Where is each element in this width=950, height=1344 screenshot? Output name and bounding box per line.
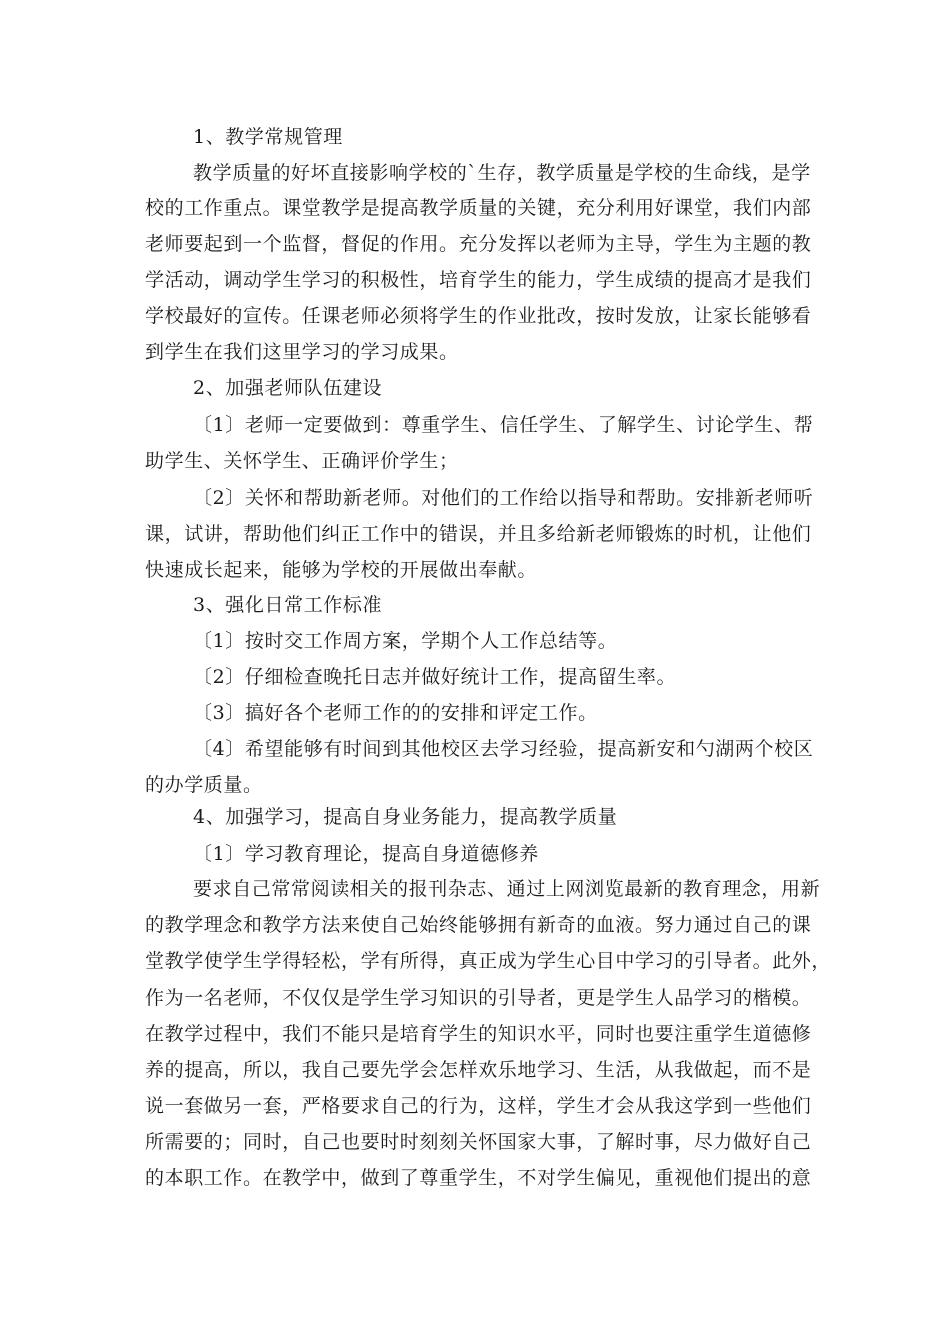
list-item-line: 快速成长起来，能够为学校的开展做出奉献。 xyxy=(145,559,538,581)
paragraph-line: 要求自己常常阅读相关的报刊杂志、通过上网浏览最新的教育理念，用新 xyxy=(193,878,821,900)
paragraph-line: 在教学过程中，我们不能只是培育学生的知识水平，同时也要注重学生道德修 xyxy=(145,1023,812,1045)
heading-2: 2、加强老师队伍建设 xyxy=(193,377,383,399)
paragraph-line: 老师要起到一个监督，督促的作用。充分发挥以老师为主导，学生为主题的教 xyxy=(145,233,812,255)
list-item-line: 〔3〕搞好各个老师工作的的安排和评定工作。 xyxy=(193,702,598,724)
paragraph-line: 堂教学使学生学得轻松，学有所得，真正成为学生心目中学习的引导者。此外， xyxy=(145,950,832,972)
heading-1: 1、教学常规管理 xyxy=(193,126,343,148)
paragraph-line: 校的工作重点。课堂教学是提高教学质量的关键，充分利用好课堂，我们内部 xyxy=(145,197,812,219)
list-item-line: 课，试讲，帮助他们纠正工作中的错误，并且多给新老师锻炼的时机，让他们 xyxy=(145,523,812,545)
paragraph-line: 作为一名老师，不仅仅是学生学习知识的引导者，更是学生人品学习的楷模。 xyxy=(145,987,812,1009)
list-item-line: 的办学质量。 xyxy=(145,774,263,796)
paragraph-line: 的教学理念和教学方法来使自己始终能够拥有新奇的血液。努力通过自己的课 xyxy=(145,914,812,936)
list-item-line: 〔4〕希望能够有时间到其他校区去学习经验，提高新安和勺湖两个校区 xyxy=(193,738,814,760)
paragraph-line: 学活动，调动学生学习的积极性，培育学生的能力，学生成绩的提高才是我们 xyxy=(145,269,812,291)
list-item-line: 〔1〕学习教育理论，提高自身道德修养 xyxy=(193,843,539,865)
paragraph-line: 到学生在我们这里学习的学习成果。 xyxy=(145,341,459,363)
heading-4: 4、加强学习，提高自身业务能力，提高教学质量 xyxy=(193,806,618,828)
list-item-line: 〔2〕关怀和帮助新老师。对他们的工作给以指导和帮助。安排新老师听 xyxy=(193,487,814,509)
list-item-line: 助学生、关怀学生、正确评价学生； xyxy=(145,450,459,472)
paragraph-line: 说一套做另一套，严格要求自己的行为，这样，学生才会从我这学到一些他们 xyxy=(145,1095,812,1117)
list-item-line: 〔1〕按时交工作周方案，学期个人工作总结等。 xyxy=(193,630,618,652)
list-item-line: 〔2〕仔细检查晚托日志并做好统计工作，提高留生率。 xyxy=(193,666,677,688)
paragraph-line: 教学质量的好坏直接影响学校的`生存，教学质量是学校的生命线，是学 xyxy=(193,162,811,184)
list-item-line: 〔1〕老师一定要做到：尊重学生、信任学生、了解学生、讨论学生、帮 xyxy=(193,414,814,436)
paragraph-line: 学校最好的宣传。任课老师必须将学生的作业批改，按时发放，让家长能够看 xyxy=(145,305,812,327)
heading-3: 3、强化日常工作标准 xyxy=(193,594,383,616)
paragraph-line: 养的提高，所以，我自己要先学会怎样欢乐地学习、生活，从我做起，而不是 xyxy=(145,1059,812,1081)
paragraph-line: 所需要的；同时，自己也要时时刻刻关怀国家大事，了解时事，尽力做好自己 xyxy=(145,1131,812,1153)
paragraph-line: 的本职工作。在教学中，做到了尊重学生，不对学生偏见，重视他们提出的意 xyxy=(145,1167,812,1189)
